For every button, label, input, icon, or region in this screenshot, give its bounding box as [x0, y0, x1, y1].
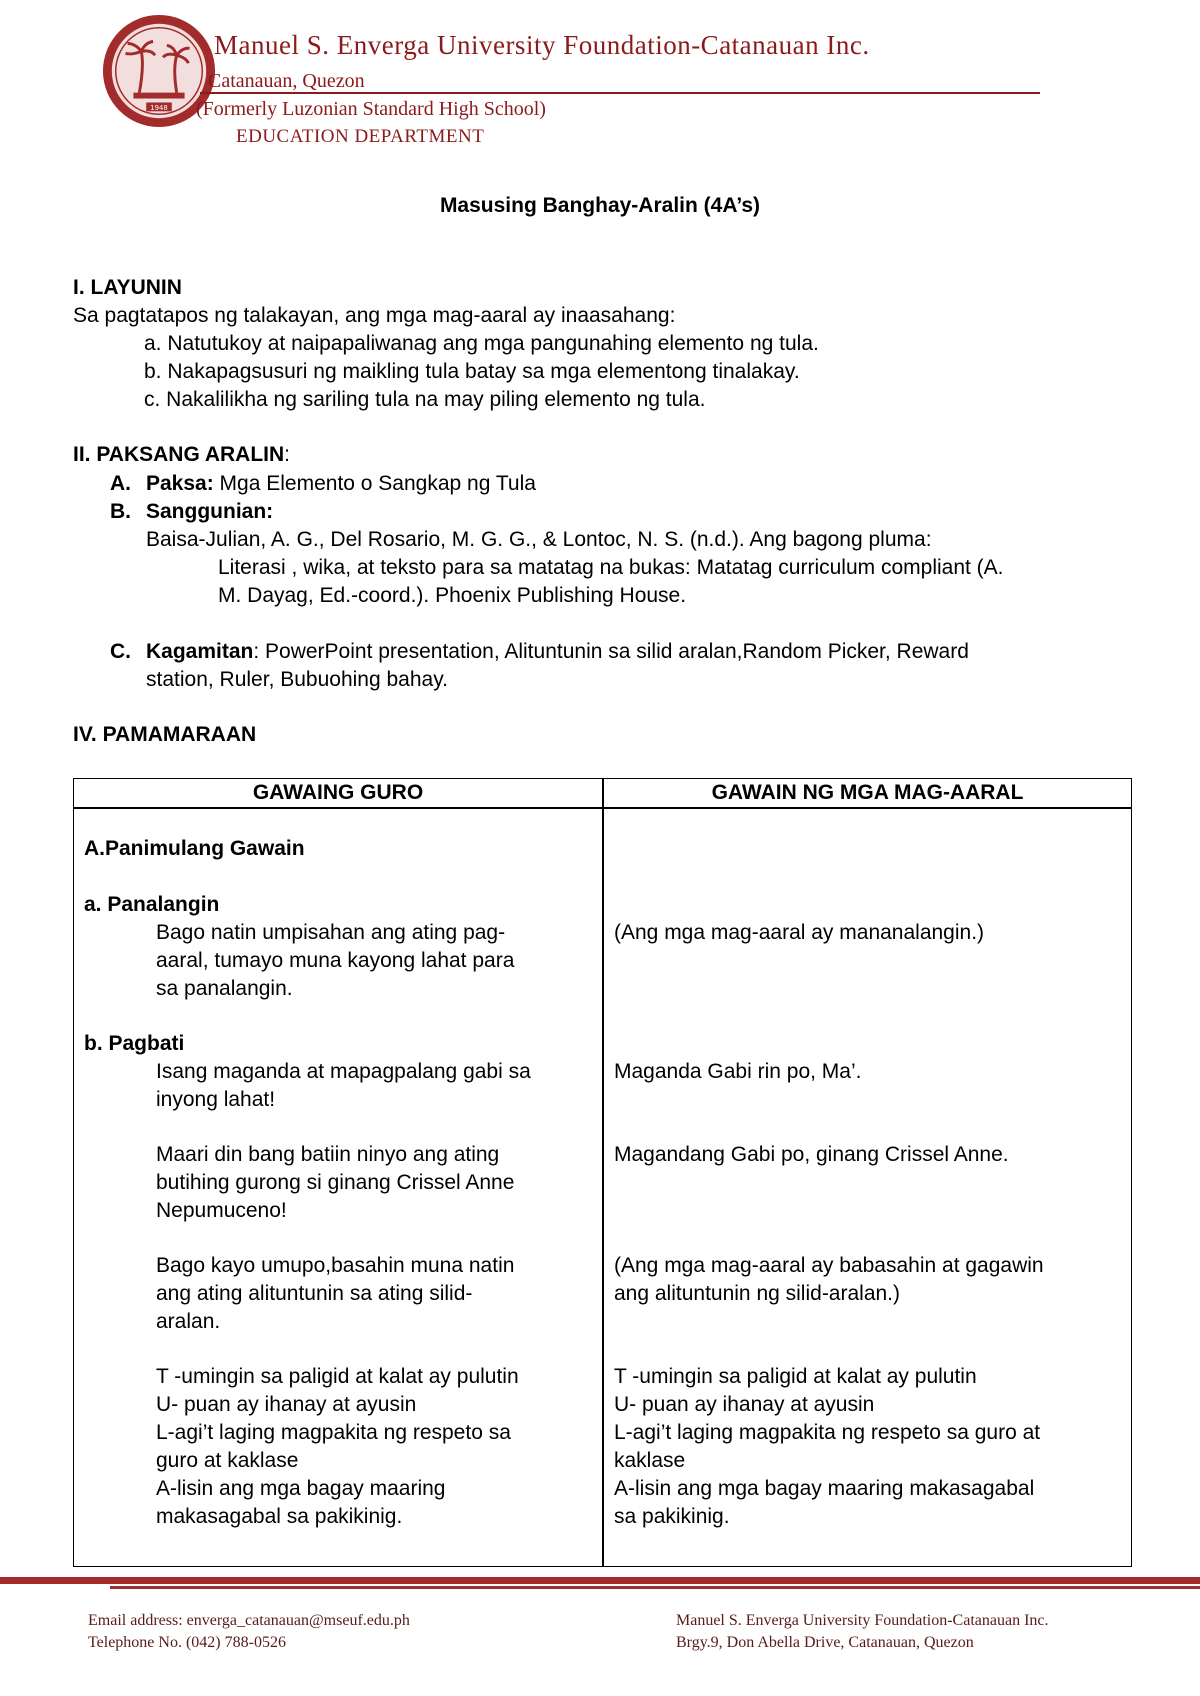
former-name: (Formerly Luzonian Standard High School) [196, 98, 546, 120]
activity-label: b. Pagbati [84, 1032, 185, 1055]
objective-item: a. Natutukoy at naipapaliwanag ang mga pangunahing elemento ng tula. [144, 332, 819, 355]
sanggunian-label: Sanggunian: [146, 500, 274, 523]
university-location: Catanauan, Quezon [208, 70, 365, 92]
student-cell: (Ang mga mag-aaral ay mananalangin.) [614, 921, 985, 944]
teacher-cell: Bago natin umpisahan ang ating pag- aaral, tumayo muna kayong lahat para sa panalangin. [156, 921, 515, 1000]
footer-bar [110, 1586, 1200, 1589]
layunin-heading: I. LAYUNIN [73, 276, 182, 299]
teacher-cell: T -umingin sa paligid at kalat ay pulutin U- puan ay ihanay at ayusin L-agi’t laging magpakita ng respeto sa guro at kaklase A-lisin ang mga bagay maaring makasagabal sa pakikinig. [156, 1365, 519, 1528]
kagamitan-line: station, Ruler, Bubuohing bahay. [146, 668, 448, 691]
header-divider [200, 92, 1040, 94]
student-cell: Maganda Gabi rin po, Ma’. [614, 1060, 862, 1083]
footer-address: Brgy.9, Don Abella Drive, Catanauan, Quezon [676, 1634, 974, 1651]
column-header-students: GAWAIN NG MGA MAG-AARAL [711, 781, 1024, 804]
list-letter: C. [110, 640, 131, 663]
document-title: Masusing Banghay-Aralin (4A’s) [439, 194, 761, 217]
sanggunian-text: M. Dayag, Ed.-coord.). Phoenix Publishing House. [218, 584, 687, 607]
student-cell: T -umingin sa paligid at kalat ay pulutin U- puan ay ihanay at ayusin L-agi’t laging magpakita ng respeto sa guro at kaklase A-lisin ang mga bagay maaring makasagabal sa pakikinig. [614, 1365, 1041, 1528]
procedure-table [73, 778, 1132, 1567]
student-cell: (Ang mga mag-aaral ay babasahin at gagawin ang alituntunin ng silid-aralan.) [614, 1254, 1044, 1305]
column-header-teacher: GAWAING GURO [252, 781, 424, 804]
teacher-cell: Maari din bang batiin ninyo ang ating butihing gurong si ginang Crissel Anne Nepumuceno! [156, 1143, 515, 1222]
list-letter: B. [110, 500, 131, 523]
activity-label: a. Panalangin [84, 893, 220, 916]
section-heading: A.Panimulang Gawain [84, 837, 305, 860]
table-divider [74, 807, 1131, 809]
footer-email: Email address: enverga_catanauan@mseuf.edu.ph [88, 1612, 410, 1629]
sanggunian-text: Baisa-Julian, A. G., Del Rosario, M. G. G., & Lontoc, N. S. (n.d.). Ang bagong pluma: [146, 528, 932, 551]
footer-phone: Telephone No. (042) 788-0526 [88, 1634, 286, 1651]
svg-text:1948: 1948 [150, 103, 168, 112]
department-name: EDUCATION DEPARTMENT [236, 126, 485, 147]
student-cell: Magandang Gabi po, ginang Crissel Anne. [614, 1143, 1009, 1166]
layunin-intro: Sa pagtatapos ng talakayan, ang mga mag-aaral ay inaasahang: [73, 304, 676, 327]
table-divider [602, 779, 604, 1566]
objective-item: b. Nakapagsusuri ng maikling tula batay sa mga elementong tinalakay. [144, 360, 800, 383]
footer-bar [0, 1577, 1200, 1584]
list-letter: A. [110, 472, 131, 495]
pamamaraan-heading: IV. PAMAMARAAN [73, 723, 257, 746]
paksang-aralin-heading: II. PAKSANG ARALIN: [73, 443, 291, 466]
paksa-line: Paksa: Mga Elemento o Sangkap ng Tula [146, 472, 536, 495]
kagamitan-line: Kagamitan: PowerPoint presentation, Alituntunin sa silid aralan,Random Picker, Reward [146, 640, 969, 663]
footer-organization: Manuel S. Enverga University Foundation-Catanauan Inc. [676, 1612, 1049, 1629]
university-name: Manuel S. Enverga University Foundation-Catanauan Inc. [214, 30, 870, 60]
teacher-cell: Bago kayo umupo,basahin muna natin ang ating alituntunin sa ating silid- aralan. [156, 1254, 515, 1333]
objective-item: c. Nakalilikha ng sariling tula na may piling elemento ng tula. [144, 388, 706, 411]
teacher-cell: Isang maganda at mapagpalang gabi sa inyong lahat! [156, 1060, 531, 1111]
sanggunian-text: Literasi , wika, at teksto para sa matatag na bukas: Matatag curriculum compliant (A. [218, 556, 1004, 579]
